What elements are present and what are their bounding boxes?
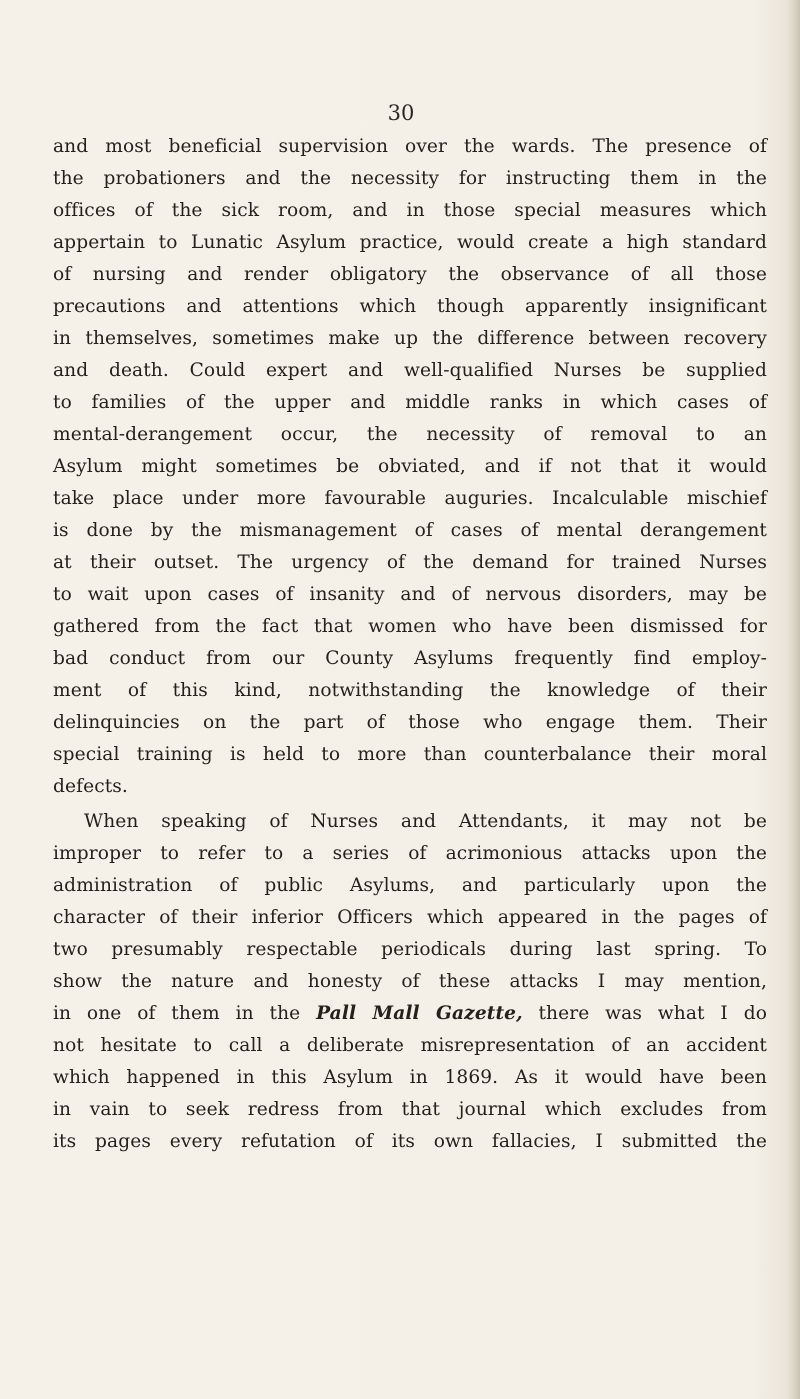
paragraph-1 (53, 131, 767, 803)
text-line: delinquincies on the part of those who engage them. Their (53, 712, 767, 733)
text-fragment: in one of them in the (53, 1003, 317, 1024)
text-line: defects. (53, 776, 128, 797)
text-line: ment of this kind, notwithstanding the knowledge of their (53, 680, 767, 701)
text-line: special training is held to more than counterbalance their moral (53, 744, 767, 765)
text-line: of nursing and render obligatory the observance of all those (53, 264, 767, 285)
text-line: bad conduct from our County Asylums frequently find employ- (53, 648, 767, 669)
text-line: Asylum might sometimes be obviated, and if not that it would (53, 456, 767, 477)
text-line: and most beneficial supervision over the wards. The presence of (53, 136, 767, 157)
text-line-with-italic (53, 998, 767, 1030)
text-line: which happened in this Asylum in 1869. As it would have been (53, 1067, 767, 1088)
text-line: to wait upon cases of insanity and of nervous disorders, may be (53, 584, 767, 605)
text-line: precautions and attentions which though apparently insignificant (53, 296, 767, 317)
text-line: When speaking of Nurses and Attendants, it may not be (84, 811, 767, 832)
text-line: take place under more favourable auguries. Incalculable mischief (53, 488, 767, 509)
text-line: not hesitate to call a deliberate misrepresentation of an accident (53, 1035, 767, 1056)
text-line: appertain to Lunatic Asylum practice, would create a high standard (53, 232, 767, 253)
text-line: at their outset. The urgency of the demand for trained Nurses (53, 552, 767, 573)
page-number: 30 (387, 101, 415, 125)
text-line: mental-derangement occur, the necessity of removal to an (53, 424, 767, 445)
text-fragment: there was what I do (522, 1003, 767, 1024)
text-line: two presumably respectable periodicals during last spring. To (53, 939, 767, 960)
text-line: to families of the upper and middle ranks in which cases of (53, 392, 767, 413)
page-edge-shadow (786, 0, 800, 1399)
text-line: its pages every refutation of its own fallacies, I submitted the (53, 1131, 767, 1152)
text-line: in themselves, sometimes make up the difference between recovery (53, 328, 767, 349)
text-line: improper to refer to a series of acrimonious attacks upon the (53, 843, 767, 864)
text-line: character of their inferior Officers which appeared in the pages of (53, 907, 767, 928)
text-line: is done by the mismanagement of cases of mental derangement (53, 520, 767, 541)
text-line: offices of the sick room, and in those special measures which (53, 200, 767, 221)
text-line: gathered from the fact that women who have been dismissed for (53, 616, 767, 637)
text-line: show the nature and honesty of these attacks I may mention, (53, 971, 767, 992)
text-line: and death. Could expert and well-qualified Nurses be supplied (53, 360, 767, 381)
periodical-title: Pall Mall Gazette, (316, 1003, 523, 1024)
body-text (53, 131, 767, 1158)
text-line: the probationers and the necessity for instructing them in the (53, 168, 767, 189)
text-line: administration of public Asylums, and particularly upon the (53, 875, 767, 896)
text-line: in vain to seek redress from that journal which excludes from (53, 1099, 767, 1120)
paragraph-2 (53, 806, 767, 1158)
